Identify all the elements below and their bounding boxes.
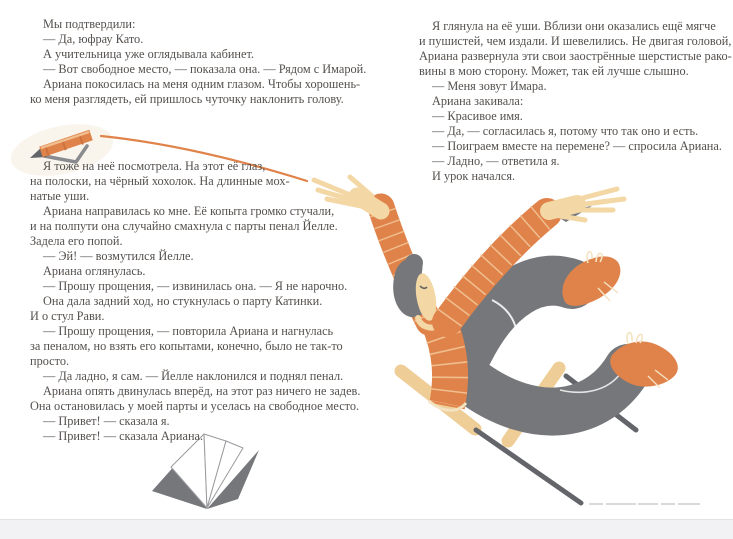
text-line: Она дала задний ход, но стукнулась о парту Катинки. [43,294,323,308]
text-line: И о стул Рави. [30,309,105,323]
text-line: Я глянула на её уши. Вблизи они оказались ещё мягче [432,19,716,33]
text-line: Ариана закивала: [432,94,524,108]
text-line: — Привет! — сказала я. [43,414,170,428]
falling-student-icon [314,177,678,412]
text-line: — Прошу прощения, — повторила Ариана и нагнулась [43,324,334,338]
text-line: — Ладно, — ответила я. [432,154,560,168]
text-line: Ариана развернула эти свои заострённые шерстистые рако- [419,49,732,63]
text-line: Мы подтвердили: [43,17,136,31]
text-line: Она остановилась у моей парты и уселась на свободное место. [30,399,360,413]
text-line: И урок начался. [432,169,516,183]
text-line: — Прошу прощения, — извинилась она. — Я не нарочно. [43,279,348,293]
text-line: — Да, — согласилась я, потому что так оно и есть. [432,124,699,138]
text-line: Задела его попой. [30,234,123,248]
text-line: — Поиграем вместе на перемене? — спросила Ариана. [432,139,722,153]
text-line: Ариана покосилась на меня одним глазом. Чтобы хорошень- [43,77,361,91]
text-line: — Вот свободное место, — показала она. — Рядом с Имарой. [43,62,367,76]
text-line: натые уши. [30,189,90,203]
chair-leg [476,430,581,503]
text-line: — Да ладно, я сам. — Йелле наклонился и поднял пенал. [43,369,344,383]
text-line: Я тоже на неё посмотрела. На этот её глаз, [43,159,266,173]
text-line: А учительница уже оглядывала кабинет. [43,47,254,61]
text-line: — Привет! — сказала Ариана. [43,429,204,443]
text-line: Ариана оглянулась. [43,264,146,278]
left-page-paragraphs-bottom [30,159,362,444]
text-line: Ариана направилась ко мне. Её копыта громко стучали, [43,204,335,218]
text-line: ко меня разглядеть, ей пришлось чуточку наклонить голову. [30,92,344,106]
right-page-paragraphs [419,19,732,184]
text-line: и на полпути она случайно смахнула с парты пенал Йелле. [30,219,338,233]
text-line: — Эй! — возмутился Йелле. [43,249,194,263]
text-line: просто. [30,354,70,368]
text-line: на полоски, на чёрный хохолок. На длинные мох- [30,174,290,188]
pencil-case-icon [152,434,259,509]
text-line: и пушистей, чем издали. И шевелились. Не двигая головой, [419,34,732,48]
text-line: за пеналом, но взять его копытами, конечно, было не так-то [30,339,343,353]
text-line: — Да, юфрау Като. [43,32,144,46]
text-line: Ариана опять двинулась вперёд, на этот раз ничего не задев. [43,384,361,398]
text-line: — Красивое имя. [432,109,523,123]
right-hand [549,189,624,220]
text-line: вины в мою сторону. Может, так ей лучше слышно. [419,64,689,78]
left-page-paragraphs-top [30,17,367,107]
app-footer-bar [0,519,733,539]
text-line: — Меня зовут Имара. [432,79,547,93]
